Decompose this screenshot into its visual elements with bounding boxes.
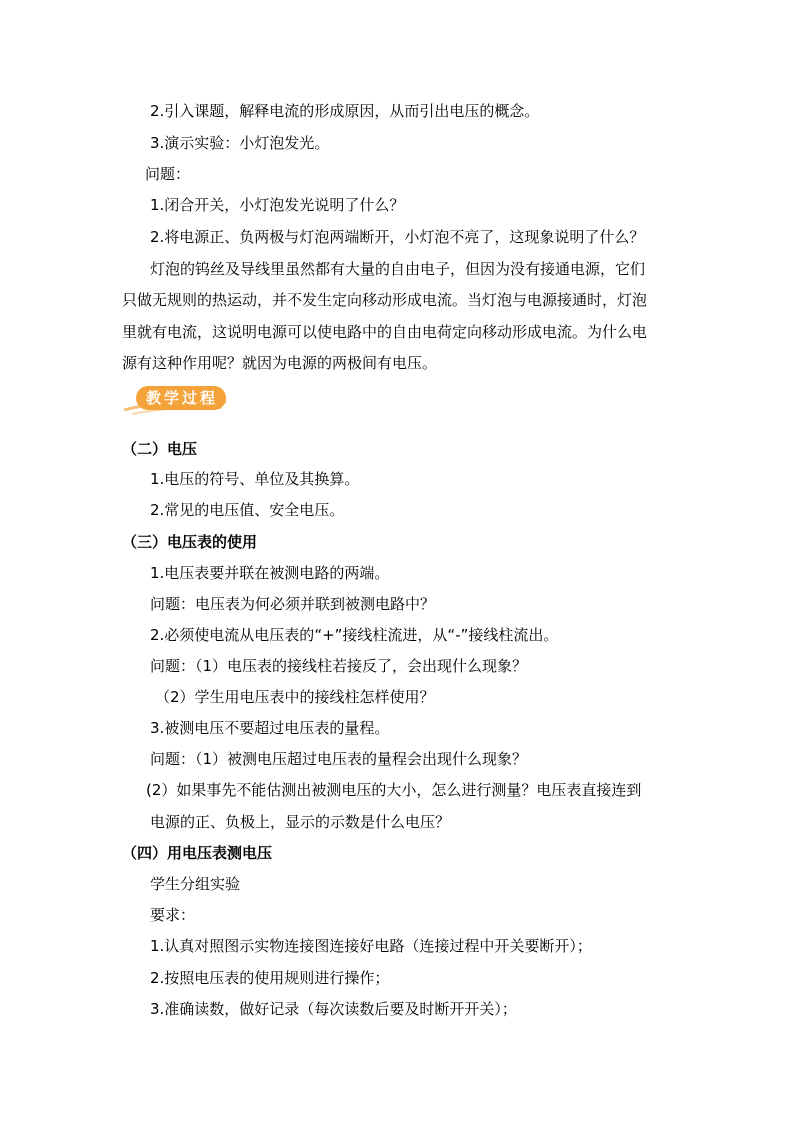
intro-paragraph-line-1: 灯泡的钨丝及导线里虽然都有大量的自由电子，但因为没有接通电源，它们 <box>150 260 646 278</box>
banner-label: 教学过程 <box>145 389 218 407</box>
section-two-heading: （二）电压 <box>122 440 198 458</box>
section-two-line-1: 1.电压的符号、单位及其换算。 <box>150 470 360 488</box>
section-four-line-3: 1.认真对照图示实物连接图连接好电路（连接过程中开关要断开）； <box>150 937 592 955</box>
teaching-process-banner <box>122 382 232 418</box>
section-three-line-3: 2.必须使电流从电压表的“+”接线柱流进，从“-”接线柱流出。 <box>150 626 559 644</box>
section-two-line-2: 2.常见的电压值、安全电压。 <box>150 501 345 519</box>
intro-line-4: 1.闭合开关，小灯泡发光说明了什么？ <box>150 196 405 214</box>
intro-line-2: 3.演示实验：小灯泡发光。 <box>150 134 330 152</box>
section-four-line-4: 2.按照电压表的使用规则进行操作； <box>150 969 390 987</box>
section-three-line-6: 3.被测电压不要超过电压表的量程。 <box>150 719 390 737</box>
section-four-line-2: 要求： <box>150 906 196 924</box>
intro-paragraph-line-3: 里就有电流，这说明电源可以使电路中的自由电荷定向移动形成电流。为什么电 <box>122 323 648 341</box>
section-three-line-2: 问题：电压表为何必须并联到被测电路中？ <box>150 595 436 613</box>
section-four-line-1: 学生分组实验 <box>150 875 241 893</box>
intro-line-5: 2.将电源正、负两极与灯泡两端断开，小灯泡不亮了，这现象说明了什么？ <box>150 228 645 246</box>
section-three-line-8: (2）如果事先不能估测出被测电压的大小，怎么进行测量？电压表直接连到 <box>146 781 642 799</box>
section-three-heading: （三）电压表的使用 <box>122 533 258 551</box>
section-three-line-5: （2）学生用电压表中的接线柱怎样使用？ <box>155 688 435 706</box>
section-three-line-9: 电源的正、负极上，显示的示数是什么电压？ <box>150 813 451 831</box>
section-four-heading: （四）用电压表测电压 <box>122 844 273 862</box>
section-three-line-1: 1.电压表要并联在被测电路的两端。 <box>150 564 390 582</box>
section-four-line-5: 3.准确读数，做好记录（每次读数后要及时断开开关）； <box>150 1000 517 1018</box>
intro-line-3: 问题： <box>145 165 191 183</box>
intro-line-1: 2.引入课题，解释电流的形成原因，从而引出电压的概念。 <box>150 102 540 120</box>
section-three-line-7: 问题：（1）被测电压超过电压表的量程会出现什么现象？ <box>150 750 528 768</box>
intro-paragraph-line-2: 只做无规则的热运动，并不发生定向移动形成电流。当灯泡与电源接通时，灯泡 <box>122 291 648 309</box>
section-three-line-4: 问题：（1）电压表的接线柱若接反了，会出现什么现象？ <box>150 657 528 675</box>
intro-paragraph-line-4: 源有这种作用呢？就因为电源的两极间有电压。 <box>122 354 438 372</box>
